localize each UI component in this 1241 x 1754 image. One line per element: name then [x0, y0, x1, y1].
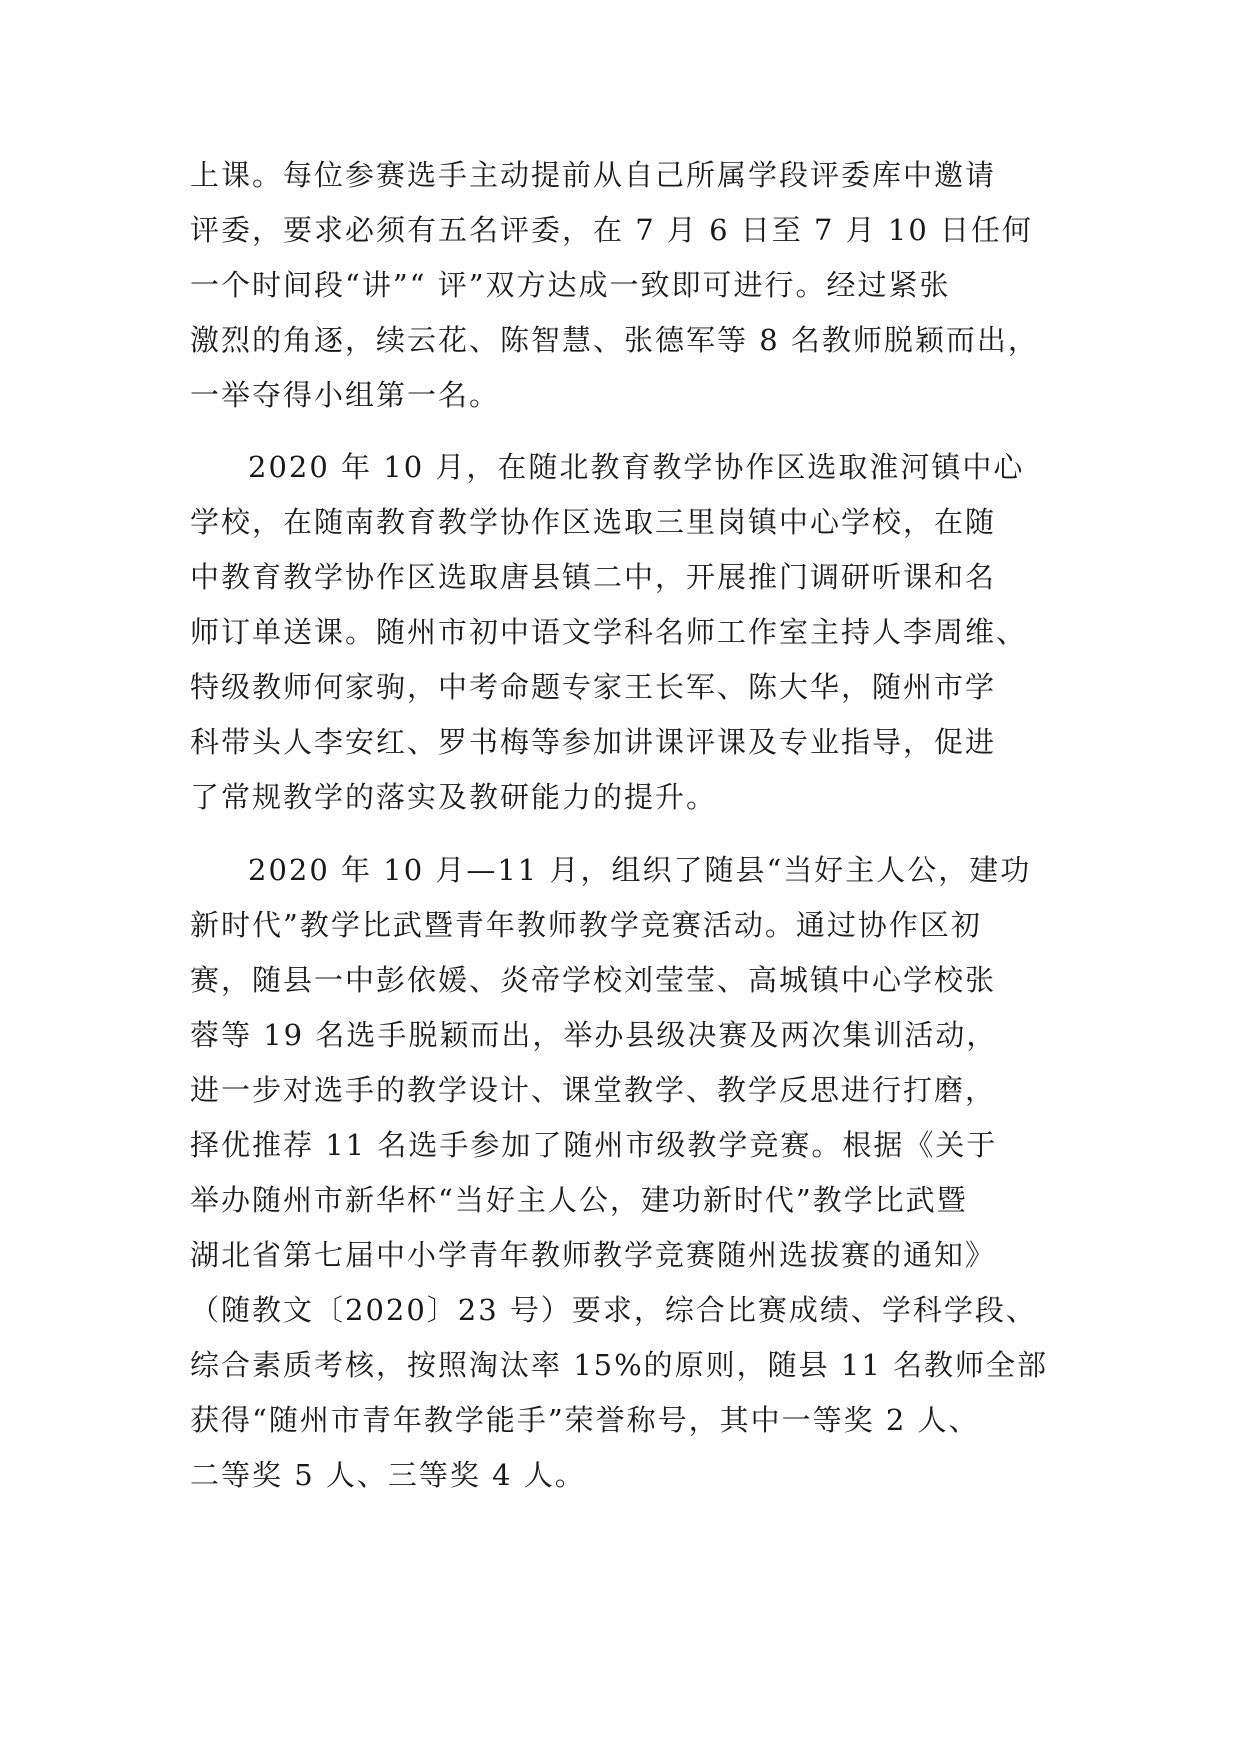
paragraph-line: 中教育教学协作区选取唐县镇二中，开展推门调研听课和名: [190, 560, 997, 594]
paragraph-line: 举办随州市新华杯“当好主人公，建功新时代”教学比武暨: [190, 1183, 968, 1217]
paragraph-line: 新时代”教学比武暨青年教师教学竞赛活动。通过协作区初: [190, 908, 982, 942]
paragraph-line: 择优推荐 11 名选手参加了随州市级教学竞赛。根据《关于: [190, 1128, 998, 1162]
paragraph-line: 蓉等 19 名选手脱颖而出，举办县级决赛及两次集训活动，: [190, 1018, 998, 1052]
paragraph-line: 激烈的角逐，续云花、陈智慧、张德军等 8 名教师脱颖而出，: [190, 323, 1039, 357]
paragraph-line: （随教文〔2020〕23 号）要求，综合比赛成绩、学科学段、: [190, 1293, 1037, 1327]
paragraph-line: 赛，随县一中彭依媛、炎帝学校刘莹莹、高城镇中心学校张: [190, 963, 997, 997]
paragraph-line: 综合素质考核，按照淘汰率 15%的原则，随县 11 名教师全部: [190, 1348, 1049, 1382]
paragraph-line: 2020 年 10 月—11 月，组织了随县“当好主人公，建功: [248, 853, 1032, 887]
paragraph-line: 一举夺得小组第一名。: [190, 378, 501, 412]
paragraph-line: 学校，在随南教育教学协作区选取三里岗镇中心学校，在随: [190, 505, 997, 539]
paragraph-line: 师订单送课。随州市初中语文学科名师工作室主持人李周维、: [190, 615, 1028, 649]
paragraph-line: 上课。每位参赛选手主动提前从自己所属学段评委库中邀请: [190, 158, 997, 192]
paragraph-line: 2020 年 10 月，在随北教育教学协作区选取淮河镇中心: [248, 450, 1025, 484]
paragraph-line: 了常规教学的落实及教研能力的提升。: [190, 780, 718, 814]
paragraph-line: 评委，要求必须有五名评委，在 7 月 6 日至 7 月 10 日任何: [190, 213, 1034, 247]
paragraph-line: 获得“随州市青年教学能手”荣誉称号，其中一等奖 2 人、: [190, 1403, 980, 1437]
paragraph-line: 科带头人李安红、罗书梅等参加讲课评课及专业指导，促进: [190, 725, 997, 759]
paragraph-line: 进一步对选手的教学设计、课堂教学、教学反思进行打磨，: [190, 1073, 997, 1107]
paragraph-line: 湖北省第七届中小学青年教师教学竞赛随州选拔赛的通知》: [190, 1238, 997, 1272]
paragraph-line: 特级教师何家驹，中考命题专家王长军、陈大华，随州市学: [190, 670, 997, 704]
paragraph-line: 一个时间段“讲”“ 评”双方达成一致即可进行。经过紧张: [190, 268, 951, 302]
paragraph-line: 二等奖 5 人、三等奖 4 人。: [190, 1458, 586, 1492]
